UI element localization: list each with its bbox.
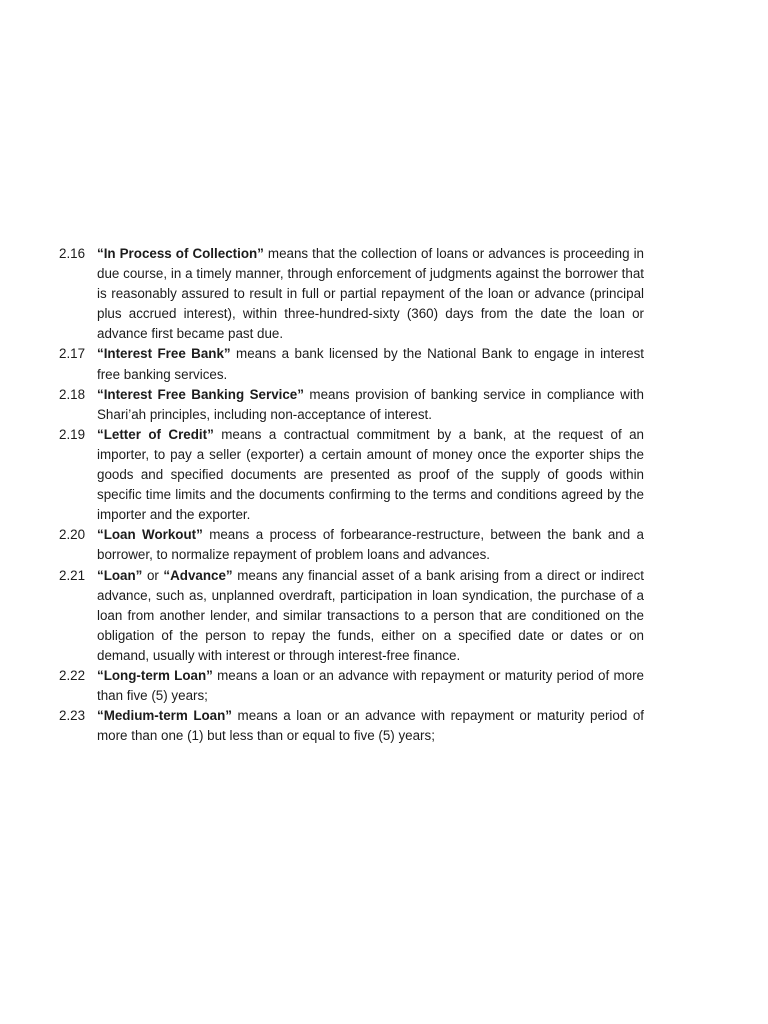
clause-number: 2.20 [59, 527, 86, 543]
clause-text: means a loan or an advance with repayment or maturity period of more than five (5) years; [97, 667, 644, 704]
clause-body [97, 244, 644, 344]
clause-body [97, 566, 644, 666]
clause-2-17 [59, 344, 644, 384]
defined-term: “Interest Free Bank” [97, 346, 231, 362]
clause-2-23 [59, 706, 644, 746]
clause-text: means any financial asset of a bank arising from a direct or indirect advance, such as, unplanned overdraft, participation in loan syndication, the purchase of a loan from another lender, and similar transactions to a person that are conditioned on the obligation of the person to repay the funds, either on a specified date or dates or on demand, usually with interest or through interest-free finance. [97, 567, 644, 663]
clause-number: 2.21 [59, 567, 86, 583]
clause-number: 2.19 [59, 426, 86, 442]
clause-text: means a contractual commitment by a bank, at the request of an importer, to pay a seller (exporter) a certain amount of money once the exporter ships the goods and specified documents are presented as proof of the supply of goods within specific time limits and the documents confirming to the terms and conditions agreed by the importer and the exporter. [97, 426, 644, 523]
defined-term: “Loan Workout” [97, 527, 203, 543]
clause-text: means a bank licensed by the National Bank to engage in interest free banking services. [97, 346, 644, 382]
clause-text: means a process of forbearance-restructure, between the bank and a borrower, to normalize repayment of problem loans and advances. [97, 527, 644, 563]
clause-text: means a loan or an advance with repayment or maturity period of more than one (1) but less than or equal to five (5) years; [97, 708, 644, 744]
clause-2-22 [59, 666, 644, 706]
clause-body [97, 425, 644, 525]
defined-term: “In Process of Collection” [97, 246, 264, 261]
defined-term: “Long-term Loan” [97, 667, 213, 683]
clause-number: 2.22 [59, 667, 86, 683]
clause-body [97, 344, 644, 384]
defined-term: “Interest Free Banking Service” [97, 386, 304, 402]
clause-text: means provision of banking service in compliance with Shari’ah principles, including non-acceptance of interest. [97, 386, 644, 422]
clause-number: 2.23 [59, 708, 86, 724]
clause-number: 2.17 [59, 346, 86, 362]
clause-connector: or [142, 567, 164, 583]
clause-text: means that the collection of loans or advances is proceeding in due course, in a timely manner, through enforcement of judgments against the borrower that is reasonably assured to result in full or partial repayment of the loan or advance (principal plus accrued interest), within three-hundred-sixty (360) days from the date the loan or advance first became past due. [97, 246, 644, 342]
defined-term: “Advance” [163, 567, 233, 583]
clause-body [97, 385, 644, 425]
defined-term: “Letter of Credit” [97, 426, 214, 442]
defined-term: “Medium-term Loan” [97, 708, 232, 724]
clause-2-19 [59, 425, 644, 525]
clause-2-20 [59, 525, 644, 565]
document-page [59, 244, 644, 746]
clause-number: 2.16 [59, 246, 86, 261]
clause-2-21 [59, 566, 644, 666]
clause-2-18 [59, 385, 644, 425]
clause-body [97, 525, 644, 565]
clause-body [97, 666, 644, 706]
clause-number: 2.18 [59, 386, 86, 402]
defined-term: “Loan” [97, 567, 143, 583]
clause-2-16 [59, 244, 644, 344]
clause-body [97, 706, 644, 746]
